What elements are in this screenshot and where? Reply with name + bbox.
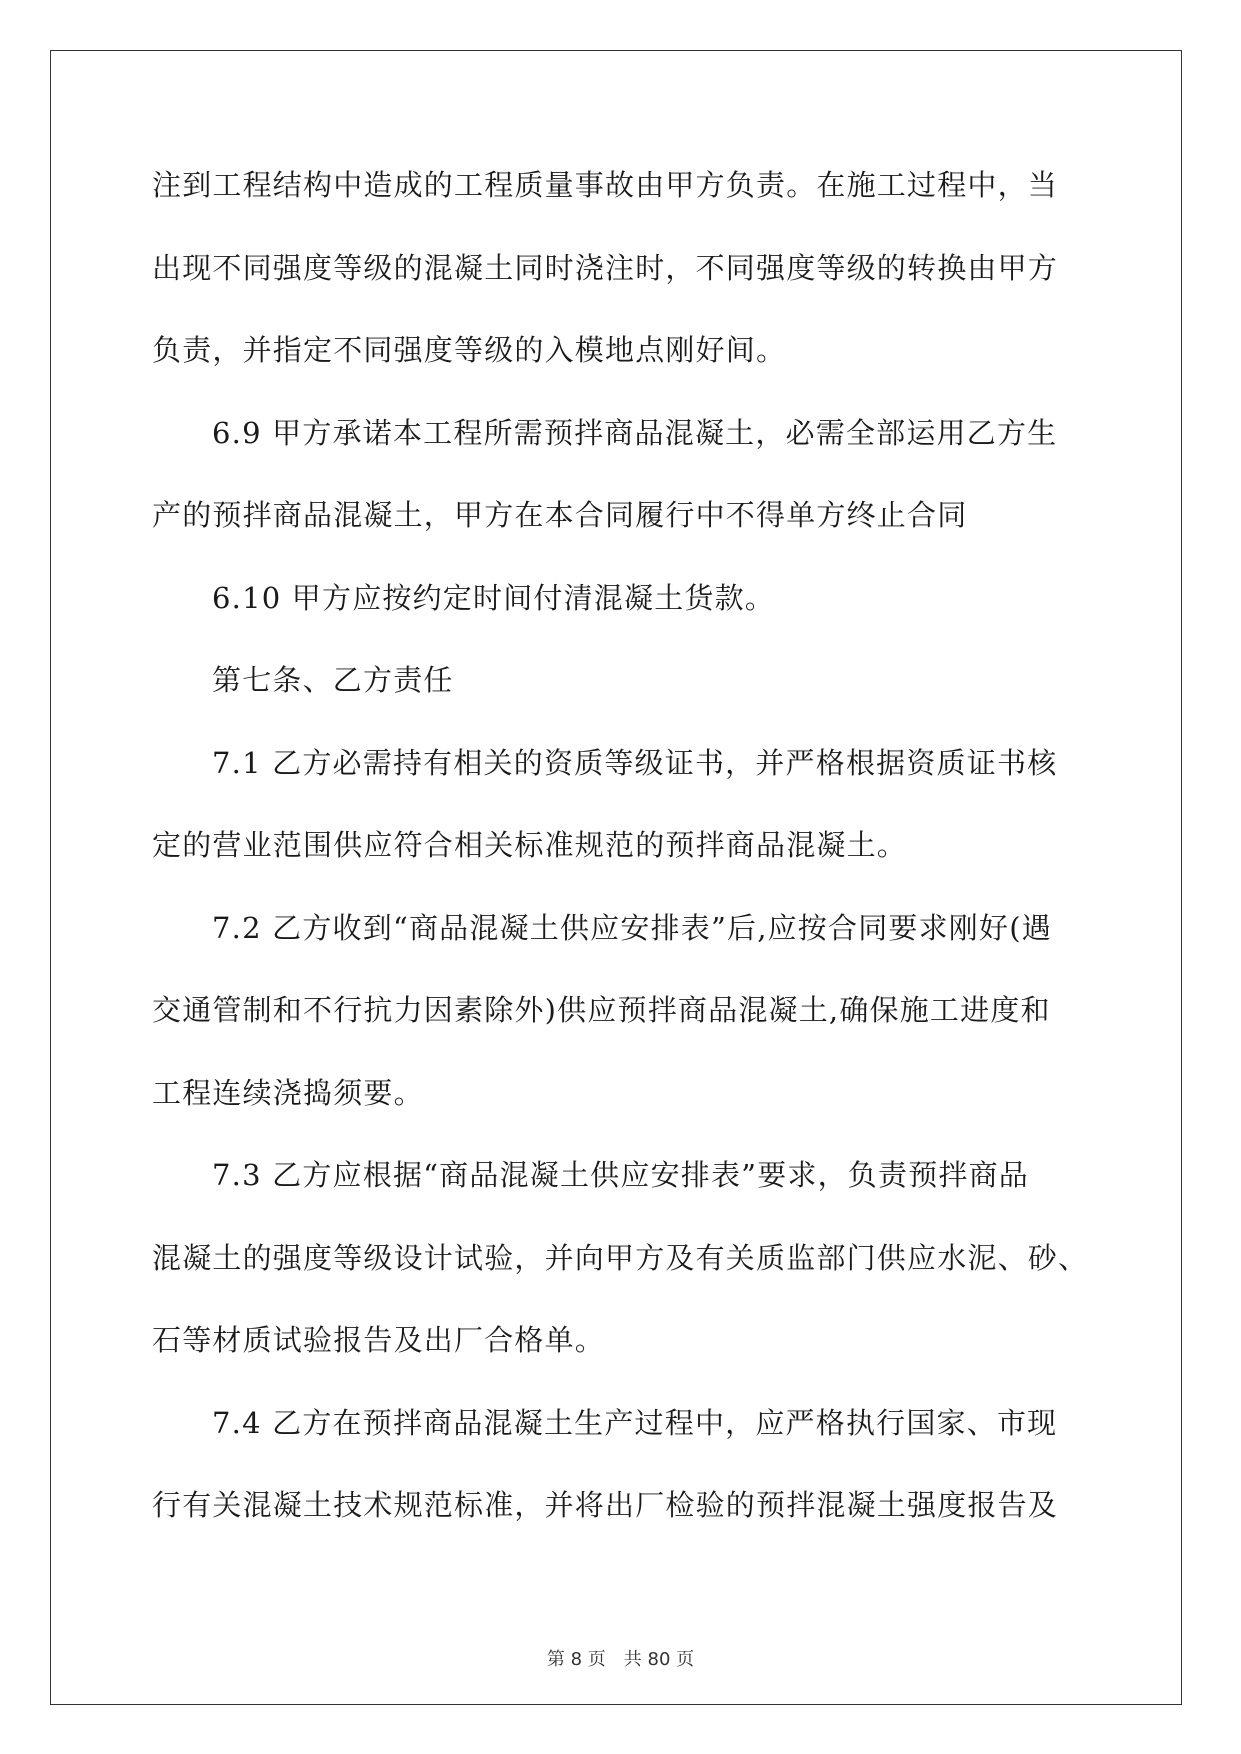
text-line: 出现不同强度等级的混凝土同时浇注时，不同强度等级的转换由甲方 [152, 250, 1059, 285]
text-line: 行有关混凝土技术规范标准，并将出厂检验的预拌混凝土强度报告及 [152, 1488, 1059, 1522]
text-line: 注到工程结构中造成的工程质量事故由甲方负责。在施工过程中，当 [152, 168, 1059, 202]
text-line: 混凝土的强度等级设计试验，并向甲方及有关质监部门供应水泥、砂、 [152, 1240, 1089, 1275]
document-body [152, 160, 1089, 1563]
text-line: 定的营业范围供应符合相关标准规范的预拌商品混凝土。 [152, 828, 908, 862]
text-line: 石等材质试验报告及出厂合格单。 [152, 1323, 606, 1357]
clause-7-1: 7.1 乙方必需持有相关的资质等级证书，并严格根据资质证书核 [212, 745, 1058, 780]
clause-7-4: 7.4 乙方在预拌商品混凝土生产过程中，应严格执行国家、市现 [212, 1405, 1058, 1440]
clause-6-10: 6.10 甲方应按约定时间付清混凝土货款。 [212, 580, 775, 615]
section-heading-article-7: 第七条、乙方责任 [212, 663, 454, 697]
clause-6-9: 6.9 甲方承诺本工程所需预拌商品混凝土，必需全部运用乙方生 [212, 415, 1058, 450]
clause-7-3: 7.3 乙方应根据“商品混凝土供应安排表”要求，负责预拌商品 [212, 1158, 1029, 1192]
text-line: 交通管制和不行抗力因素除外)供应预拌商品混凝土,确保施工进度和 [152, 993, 1051, 1027]
page-number-footer: 第 8 页 共 80 页 [546, 1649, 695, 1670]
text-line: 产的预拌商品混凝土，甲方在本合同履行中不得单方终止合同 [152, 498, 968, 532]
text-line: 工程连续浇捣须要。 [152, 1075, 424, 1110]
clause-7-2: 7.2 乙方收到“商品混凝土供应安排表”后,应按合同要求刚好(遇 [212, 910, 1052, 945]
text-line: 负责，并指定不同强度等级的入模地点刚好间。 [152, 333, 787, 367]
